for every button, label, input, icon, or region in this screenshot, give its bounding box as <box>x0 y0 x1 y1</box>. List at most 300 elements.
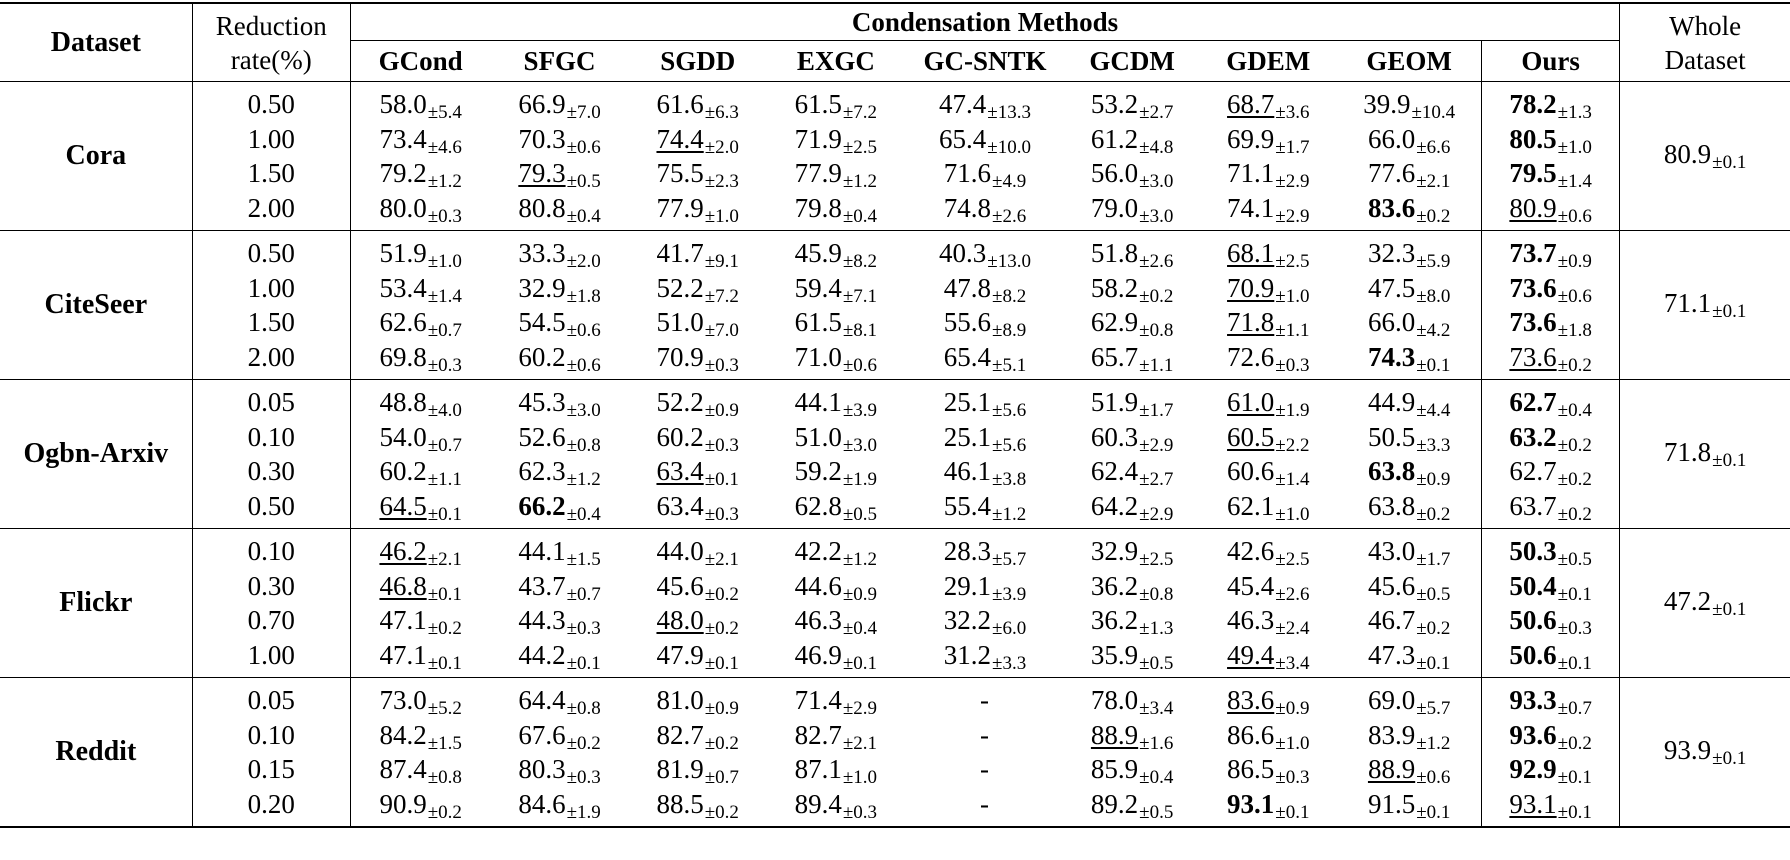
method-column-gcond <box>350 678 490 828</box>
result-std: ±1.0 <box>1275 503 1310 525</box>
result-cell <box>1065 156 1199 191</box>
result-cell <box>490 683 628 718</box>
result-cell <box>1065 122 1199 157</box>
method-column-geom <box>1337 82 1481 231</box>
result-std: ±1.1 <box>1139 354 1174 376</box>
result-std: ±0.7 <box>1557 698 1592 719</box>
result-cell <box>905 683 1065 718</box>
result-std: ±0.7 <box>427 320 462 341</box>
result-mean: 54.0 <box>379 421 427 452</box>
result-cell <box>905 87 1065 122</box>
result-cell <box>351 305 491 340</box>
result-cell <box>767 752 905 787</box>
result-std: ±0.3 <box>566 767 601 788</box>
header-method-exgc: EXGC <box>767 41 905 82</box>
result-mean: 80.3 <box>518 754 566 784</box>
header-method-gdem: GDEM <box>1199 41 1337 82</box>
whole-dataset-result <box>1620 82 1790 231</box>
result-mean: 64.2 <box>1090 490 1139 521</box>
header-method-gcdm: GCDM <box>1065 41 1199 82</box>
result-std: ±1.9 <box>566 801 601 823</box>
result-mean: 91.5 <box>1367 788 1416 819</box>
reduction-rate-value: 0.05 <box>247 387 295 417</box>
whole-result-mean: 71.8 <box>1663 437 1712 467</box>
result-cell <box>490 271 628 306</box>
result-cell <box>351 122 491 157</box>
reduction-rate-value: 0.30 <box>247 456 295 486</box>
result-std: ±2.7 <box>1139 102 1174 123</box>
result-cell <box>490 534 628 569</box>
result-mean: 50.5 <box>1367 421 1416 452</box>
result-cell <box>1199 87 1337 122</box>
result-cell <box>1065 340 1199 375</box>
header-reduction-line2: rate(%) <box>230 44 312 75</box>
result-std: ±0.2 <box>1139 285 1174 307</box>
results-body <box>0 82 1790 828</box>
result-mean: 60.2 <box>379 456 427 486</box>
result-std: ±0.8 <box>1139 583 1174 605</box>
result-cell <box>905 569 1065 604</box>
result-cell <box>1482 156 1619 191</box>
result-std: ±1.8 <box>1557 320 1592 341</box>
reduction-rate-value: 0.10 <box>247 719 295 750</box>
reduction-rates <box>192 231 350 380</box>
result-mean: 46.3 <box>1227 605 1275 635</box>
result-cell <box>629 638 767 673</box>
result-cell <box>905 787 1065 822</box>
result-std: ±7.0 <box>566 102 601 123</box>
result-std: ±0.5 <box>842 503 878 525</box>
result-std: ±2.0 <box>704 136 739 158</box>
result-std: ±8.2 <box>992 285 1027 307</box>
result-cell <box>1199 236 1337 271</box>
result-std: ±7.2 <box>842 102 878 123</box>
result-mean: 58.0 <box>379 89 427 119</box>
result-std: ±0.5 <box>1139 652 1174 674</box>
result-std: ±0.4 <box>1557 400 1592 421</box>
result-mean: 70.3 <box>518 123 566 154</box>
result-std: ±2.5 <box>842 136 878 158</box>
result-cell <box>351 534 491 569</box>
result-cell <box>351 156 491 191</box>
result-std: ±0.8 <box>1139 320 1174 341</box>
result-std: ±0.4 <box>566 205 601 227</box>
result-std: ±0.9 <box>704 698 739 719</box>
result-std: ±4.9 <box>992 171 1027 192</box>
result-std: ±1.2 <box>1416 732 1451 754</box>
result-cell <box>1199 603 1337 638</box>
method-column-exgc <box>767 529 905 678</box>
method-column-gdem <box>1199 529 1337 678</box>
result-cell <box>767 489 905 524</box>
result-mean: 83.9 <box>1367 719 1416 750</box>
result-std: ±0.6 <box>566 354 601 376</box>
result-cell <box>1482 603 1619 638</box>
result-std: ±2.1 <box>427 549 462 570</box>
result-mean: 84.2 <box>379 719 427 750</box>
result-std: ±2.9 <box>1139 434 1174 456</box>
result-std: ±0.6 <box>1416 767 1451 788</box>
result-mean: 36.2 <box>1090 570 1139 601</box>
result-mean: - <box>979 754 989 784</box>
result-cell <box>1337 534 1481 569</box>
result-cell <box>490 191 628 226</box>
result-std: ±0.2 <box>1557 732 1592 754</box>
result-cell <box>767 87 905 122</box>
result-cell <box>1199 420 1337 455</box>
result-mean: 50.6 <box>1509 639 1557 670</box>
result-std: ±0.7 <box>704 767 739 788</box>
result-cell <box>1482 569 1619 604</box>
header-dataset: Dataset <box>0 3 192 82</box>
result-std: ±0.9 <box>1557 251 1592 272</box>
result-cell <box>351 87 491 122</box>
result-cell <box>905 271 1065 306</box>
result-mean: 89.4 <box>794 788 842 819</box>
method-column-ours <box>1481 231 1619 380</box>
result-cell <box>1337 752 1481 787</box>
result-std: ±0.1 <box>1416 801 1451 823</box>
result-std: ±4.6 <box>427 136 462 158</box>
result-std: ±0.7 <box>566 583 601 605</box>
result-std: ±8.2 <box>842 251 878 272</box>
result-std: ±0.1 <box>1416 354 1451 376</box>
result-cell <box>1482 236 1619 271</box>
result-mean: 62.6 <box>379 307 427 337</box>
dataset-group-reddit <box>0 678 1790 828</box>
result-mean: 43.7 <box>518 570 566 601</box>
method-column-ours <box>1481 529 1619 678</box>
result-std: ±0.7 <box>427 434 462 456</box>
result-mean: 41.7 <box>656 238 704 268</box>
result-cell <box>629 534 767 569</box>
result-cell <box>1337 385 1481 420</box>
result-std: ±3.9 <box>992 583 1027 605</box>
result-std: ±5.6 <box>992 434 1027 456</box>
result-std: ±0.1 <box>1557 583 1592 605</box>
result-mean: 62.9 <box>1090 307 1139 337</box>
result-cell <box>1482 638 1619 673</box>
result-mean: 46.9 <box>794 639 842 670</box>
result-mean: 73.6 <box>1509 341 1557 372</box>
result-std: ±5.1 <box>992 354 1027 376</box>
whole-result-cell <box>1663 437 1747 471</box>
reduction-rate-value: 1.50 <box>247 158 295 188</box>
result-cell <box>767 420 905 455</box>
result-std: ±3.9 <box>842 400 878 421</box>
result-mean: 79.8 <box>794 192 842 223</box>
result-cell <box>1065 454 1199 489</box>
dataset-group-citeseer <box>0 231 1790 380</box>
result-cell <box>767 385 905 420</box>
result-std: ±1.2 <box>992 503 1027 525</box>
method-column-exgc <box>767 380 905 529</box>
result-cell <box>351 752 491 787</box>
result-std: ±7.2 <box>704 285 739 307</box>
result-std: ±2.5 <box>1139 549 1174 570</box>
result-mean: 74.4 <box>656 123 704 154</box>
result-cell <box>1199 489 1337 524</box>
result-cell <box>629 787 767 822</box>
result-mean: 66.2 <box>518 490 566 521</box>
result-mean: 59.2 <box>794 456 842 486</box>
method-column-gdem <box>1199 82 1337 231</box>
result-std: ±1.9 <box>842 469 878 490</box>
result-cell <box>905 156 1065 191</box>
result-mean: 71.0 <box>794 341 842 372</box>
result-mean: 56.0 <box>1090 158 1139 188</box>
result-mean: 73.6 <box>1509 272 1557 303</box>
result-cell <box>1065 534 1199 569</box>
result-cell <box>629 305 767 340</box>
result-mean: 48.0 <box>656 605 704 635</box>
result-cell <box>767 454 905 489</box>
result-mean: 68.7 <box>1227 89 1275 119</box>
result-cell <box>905 420 1065 455</box>
result-cell <box>1199 122 1337 157</box>
result-std: ±2.9 <box>1139 503 1174 525</box>
result-cell <box>351 603 491 638</box>
result-mean: 81.0 <box>656 685 704 715</box>
result-std: ±1.7 <box>1416 549 1451 570</box>
result-std: ±0.2 <box>1557 469 1592 490</box>
result-mean: 51.9 <box>1090 387 1139 417</box>
result-std: ±0.1 <box>1557 767 1592 788</box>
result-mean: 47.4 <box>939 89 987 119</box>
result-std: ±0.5 <box>1416 583 1451 605</box>
result-cell <box>1337 569 1481 604</box>
result-std: ±2.1 <box>704 549 739 570</box>
result-std: ±2.7 <box>1139 469 1174 490</box>
header-whole-line1: Whole <box>1669 10 1742 41</box>
result-cell <box>629 122 767 157</box>
method-column-sgdd <box>629 529 767 678</box>
result-cell <box>1065 305 1199 340</box>
result-mean: 45.4 <box>1227 570 1275 601</box>
result-mean: 50.4 <box>1509 570 1557 601</box>
result-mean: 62.4 <box>1090 456 1139 486</box>
method-column-gc-sntk <box>905 678 1065 828</box>
result-std: ±0.9 <box>1416 469 1451 490</box>
result-std: ±3.3 <box>992 652 1027 674</box>
result-cell <box>629 87 767 122</box>
result-std: ±13.0 <box>987 251 1031 272</box>
result-std: ±1.3 <box>1557 102 1592 123</box>
method-column-sgdd <box>629 82 767 231</box>
reduction-rate-value: 0.30 <box>247 570 295 601</box>
result-mean: 32.2 <box>943 605 992 635</box>
result-mean: 73.4 <box>379 123 427 154</box>
reduction-rate-value: 0.50 <box>247 89 295 119</box>
result-std: ±0.2 <box>1557 354 1592 376</box>
method-column-gdem <box>1199 678 1337 828</box>
result-cell <box>1065 603 1199 638</box>
method-column-sfgc <box>490 82 628 231</box>
result-std: ±3.0 <box>1139 205 1174 227</box>
result-mean: 80.5 <box>1509 123 1557 154</box>
result-cell <box>490 638 628 673</box>
result-cell <box>490 305 628 340</box>
header-whole-line2: Dataset <box>1664 44 1746 75</box>
result-std: ±5.9 <box>1416 251 1451 272</box>
result-cell <box>1482 787 1619 822</box>
result-mean: 93.1 <box>1509 788 1557 819</box>
result-cell <box>905 638 1065 673</box>
result-mean: 63.8 <box>1367 456 1416 486</box>
result-cell <box>629 683 767 718</box>
result-std: ±0.9 <box>704 400 739 421</box>
result-mean: 77.9 <box>656 192 704 223</box>
whole-result-cell <box>1663 586 1747 620</box>
result-cell <box>1337 271 1481 306</box>
whole-result-std: ±0.1 <box>1712 450 1747 471</box>
result-cell <box>905 191 1065 226</box>
result-std: ±1.7 <box>1275 136 1310 158</box>
result-cell <box>1337 236 1481 271</box>
reduction-rates <box>192 678 350 828</box>
result-std: ±0.1 <box>1557 652 1592 674</box>
result-cell <box>1199 156 1337 191</box>
result-std: ±2.5 <box>1275 549 1310 570</box>
result-std: ±2.9 <box>842 698 878 719</box>
result-mean: 62.1 <box>1227 490 1275 521</box>
result-cell <box>490 718 628 753</box>
result-cell <box>1337 122 1481 157</box>
result-cell <box>905 236 1065 271</box>
result-cell <box>1065 752 1199 787</box>
result-mean: 78.0 <box>1090 685 1139 715</box>
result-cell <box>1065 489 1199 524</box>
result-mean: 46.7 <box>1367 605 1416 635</box>
result-cell <box>351 787 491 822</box>
result-mean: 80.9 <box>1509 192 1557 223</box>
method-column-gcdm <box>1065 380 1199 529</box>
result-std: ±3.3 <box>1416 434 1451 456</box>
reduction-rate-value: 0.50 <box>247 238 295 268</box>
result-cell <box>351 420 491 455</box>
result-cell <box>1482 305 1619 340</box>
result-mean: 39.9 <box>1363 89 1411 119</box>
whole-dataset-result <box>1620 231 1790 380</box>
result-mean: 71.1 <box>1227 158 1275 188</box>
method-column-sgdd <box>629 678 767 828</box>
result-mean: 68.1 <box>1227 238 1275 268</box>
result-std: ±1.4 <box>1275 469 1310 490</box>
result-std: ±0.1 <box>842 652 878 674</box>
result-cell <box>905 305 1065 340</box>
result-cell <box>1337 638 1481 673</box>
result-mean: 74.1 <box>1227 192 1275 223</box>
result-mean: 58.2 <box>1090 272 1139 303</box>
result-std: ±1.6 <box>1139 732 1174 754</box>
result-std: ±3.8 <box>992 469 1027 490</box>
result-mean: 93.1 <box>1227 788 1275 819</box>
result-std: ±1.1 <box>1275 320 1310 341</box>
result-cell <box>490 87 628 122</box>
result-std: ±7.1 <box>842 285 878 307</box>
result-std: ±0.8 <box>427 767 462 788</box>
result-cell <box>351 489 491 524</box>
result-cell <box>1065 87 1199 122</box>
result-mean: 46.3 <box>794 605 842 635</box>
result-mean: 63.8 <box>1367 490 1416 521</box>
result-cell <box>351 569 491 604</box>
result-std: ±0.2 <box>704 618 739 639</box>
result-mean: 32.9 <box>518 272 566 303</box>
result-cell <box>905 454 1065 489</box>
result-cell <box>1482 87 1619 122</box>
header-method-gcond: GCond <box>350 41 490 82</box>
whole-result-mean: 93.9 <box>1663 735 1712 765</box>
whole-result-mean: 71.1 <box>1663 288 1712 318</box>
result-cell <box>490 156 628 191</box>
result-mean: 35.9 <box>1090 639 1139 670</box>
method-column-sgdd <box>629 231 767 380</box>
reduction-rate-value: 1.50 <box>247 307 295 337</box>
result-cell <box>905 122 1065 157</box>
reduction-rate-value: 2.00 <box>247 341 295 372</box>
result-cell <box>767 156 905 191</box>
dataset-group-cora <box>0 82 1790 231</box>
result-cell <box>1199 340 1337 375</box>
result-mean: 47.8 <box>943 272 992 303</box>
method-column-sgdd <box>629 380 767 529</box>
result-std: ±0.4 <box>1139 767 1174 788</box>
result-mean: 60.6 <box>1227 456 1275 486</box>
result-cell <box>351 454 491 489</box>
result-std: ±0.6 <box>566 320 601 341</box>
result-cell <box>1337 87 1481 122</box>
result-mean: 28.3 <box>943 536 992 566</box>
result-mean: 47.3 <box>1367 639 1416 670</box>
result-std: ±3.4 <box>1139 698 1174 719</box>
reduction-rates <box>192 529 350 678</box>
result-mean: 31.2 <box>943 639 992 670</box>
result-mean: 81.9 <box>656 754 704 784</box>
result-std: ±9.1 <box>704 251 739 272</box>
result-mean: 71.9 <box>794 123 842 154</box>
result-std: ±2.4 <box>1275 618 1310 639</box>
result-std: ±4.8 <box>1139 136 1174 158</box>
result-std: ±5.6 <box>992 400 1027 421</box>
result-std: ±2.1 <box>842 732 878 754</box>
result-mean: 93.3 <box>1509 685 1557 715</box>
dataset-name: Flickr <box>0 529 192 678</box>
whole-result-std: ±0.1 <box>1712 748 1747 769</box>
result-mean: 86.5 <box>1227 754 1275 784</box>
result-mean: 47.5 <box>1367 272 1416 303</box>
method-column-gcdm <box>1065 529 1199 678</box>
result-cell <box>629 603 767 638</box>
result-mean: - <box>979 719 989 750</box>
method-column-exgc <box>767 231 905 380</box>
reduction-rate-value: 0.10 <box>247 421 295 452</box>
result-mean: 62.7 <box>1509 387 1557 417</box>
result-mean: 60.5 <box>1227 421 1275 452</box>
result-std: ±8.1 <box>842 320 878 341</box>
result-mean: 64.4 <box>518 685 566 715</box>
result-mean: 51.8 <box>1090 238 1139 268</box>
result-std: ±1.7 <box>1139 400 1174 421</box>
result-mean: - <box>979 788 989 819</box>
result-mean: 55.4 <box>943 490 992 521</box>
method-column-geom <box>1337 231 1481 380</box>
result-cell <box>905 752 1065 787</box>
dataset-name: Reddit <box>0 678 192 828</box>
result-std: ±0.3 <box>1275 354 1310 376</box>
result-cell <box>629 236 767 271</box>
result-mean: 71.4 <box>794 685 842 715</box>
